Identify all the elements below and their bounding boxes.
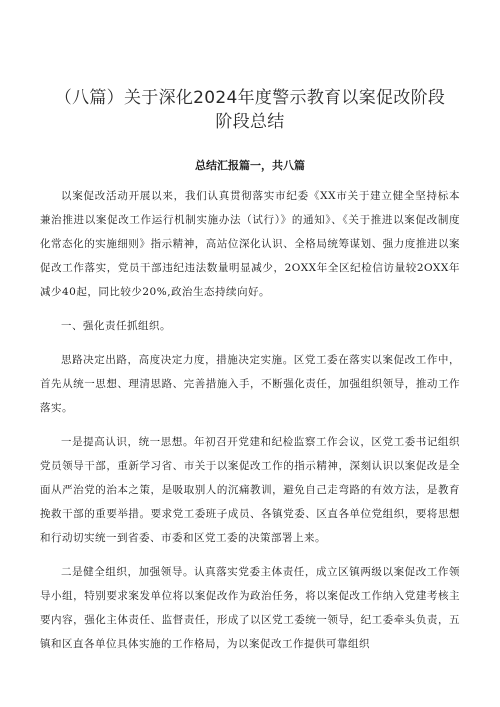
title-line-1: （八篇）关于深化2024年度警示教育以案促改阶段: [54, 88, 446, 108]
document-title: [40, 86, 460, 134]
paragraph-intro: 以案促改活动开展以来，我们认真贯彻落实市纪委《XX市关于建立健全坚持标本兼治推进以案促改工作运行机制实施办法（试行）》的通知》、《关于推进以案促改制度化常态化的实施细则》指示精神，高站位深化认识、全格局统筹谋划、强力度推进以案促改工作落实，党员干部违纪违法数量明显减少，2OXX年全区纪检信访量较2OXX年减少40起，同比较少20%,政治生态持续向好。: [40, 190, 460, 298]
paragraph-heading-one: 一、强化责任抓组织。: [61, 320, 171, 332]
title-line-2: 阶段总结: [215, 112, 285, 132]
document-body: [40, 184, 460, 666]
section-heading: 总结汇报篇一，共八篇: [195, 159, 305, 172]
paragraph-approach: 思路决定出路，高度决定力度，措施决定实施。区党工委在落实以案促改工作中，首先从统一思想、理清思路、完善措施入手，不断强化责任，加强组织领导，推动工作落实。: [40, 354, 460, 414]
paragraph-point-two: 二是健全组织，加强领导。认真落实党委主体责任，成立区镇两级以案促改工作领导小组，特别要求案发单位将以案促改作为政治任务，将以案促改工作纳入党建考核主要内容，强化主体责任、监督责任，形成了以区党工委统一领导，纪工委牵头负责，五镇和区直各单位具体实施的工作格局，为以案促改工作提供可靠组织: [40, 566, 460, 650]
paragraph-point-one: 一是提高认识，统一思想。年初召开党建和纪检监察工作会议，区党工委书记组织党员领导干部，重新学习省、市关于以案促改工作的指示精神，深刻认识以案促改是全面从严治党的治本之策，是吸取别人的沉痛教训，避免自己走弯路的有效方法，是教育挽救干部的重要举措。要求党工委班子成员、各镇党委、区直各单位党组织，要将思想和行动切实统一到省委、市委和区党工委的决策部署上来。: [40, 436, 460, 544]
